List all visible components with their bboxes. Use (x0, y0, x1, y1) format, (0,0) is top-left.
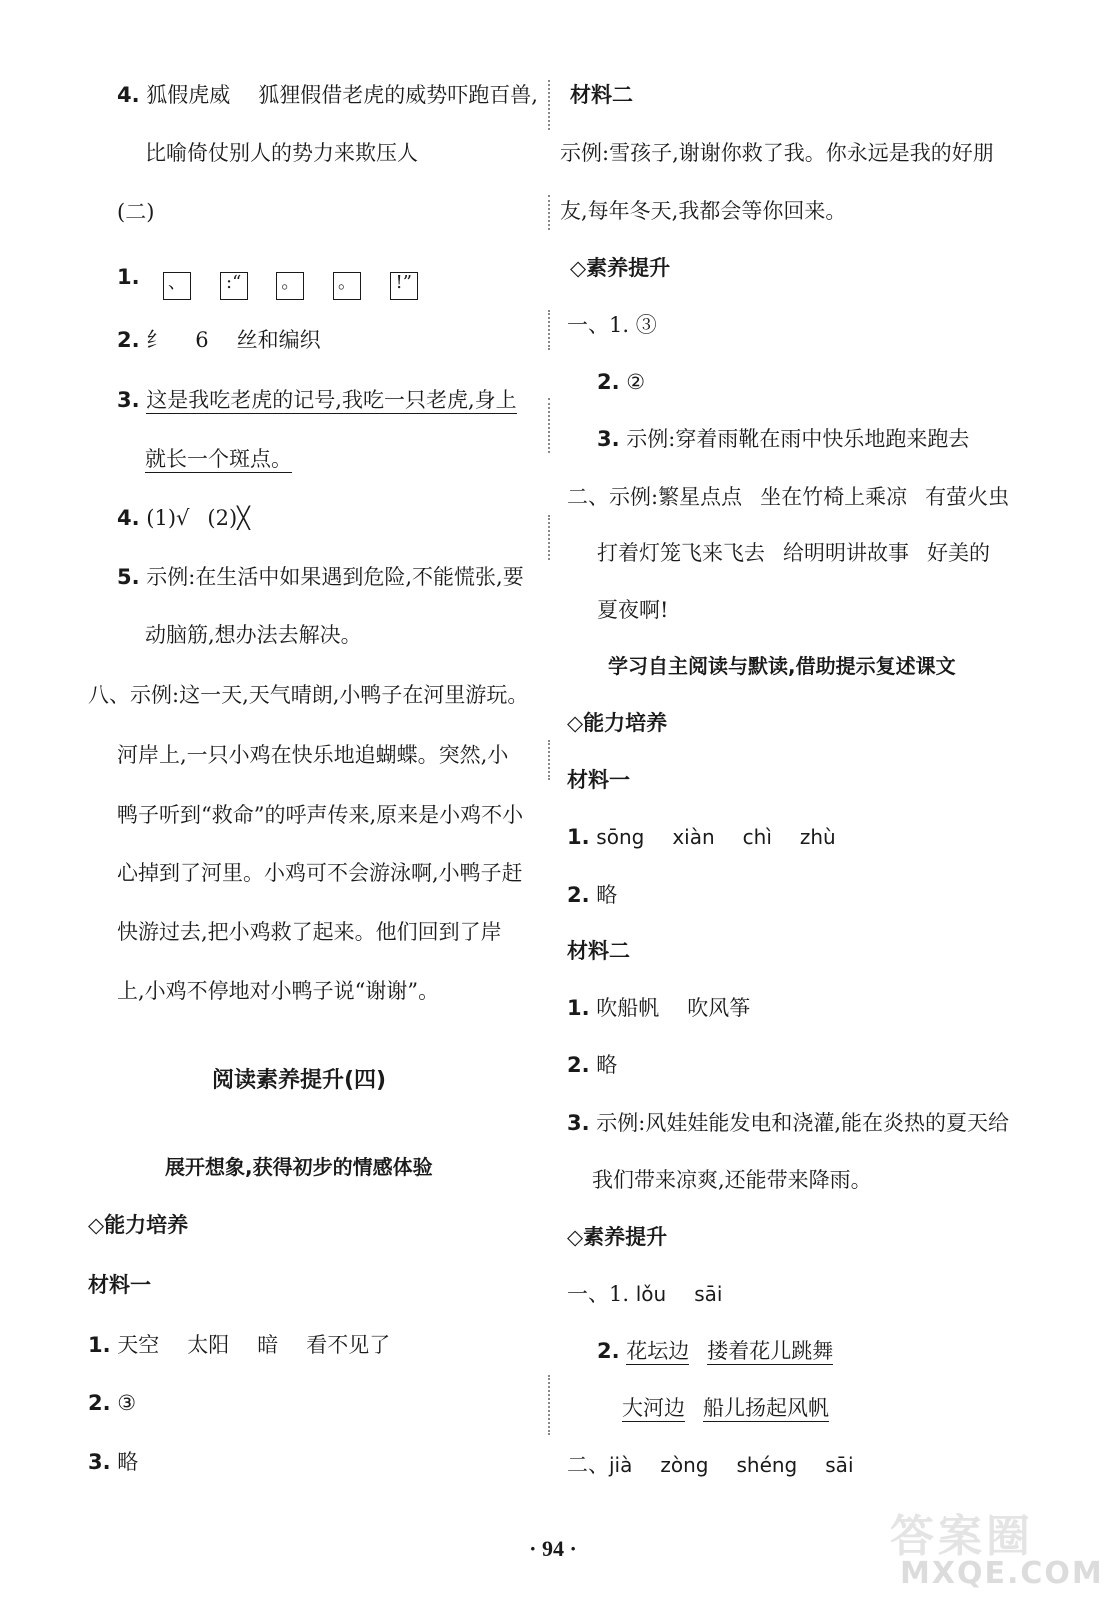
answer-line: 3. 示例:风娃娃能发电和浇灌,能在炎热的夏天给 (567, 1111, 1010, 1135)
answer-line: 2. 略 (567, 883, 618, 907)
answer-line: 就长一个斑点。 (145, 447, 292, 471)
answer-line: 4. 狐假虎威 狐狸假借老虎的威势吓跑百兽, (117, 83, 538, 107)
column-divider (548, 195, 550, 230)
answer-line: 3. 这是我吃老虎的记号,我吃一只老虎,身上 (117, 388, 517, 412)
answer-line: 河岸上,一只小鸡在快乐地追蝴蝶。突然,小 (117, 743, 509, 767)
answer-line: 一、1. lǒu sāi (567, 1282, 723, 1306)
watermark-logo (880, 1500, 1104, 1600)
watermark-text: 答案圈 (890, 1511, 1034, 1562)
answer-line: 夏夜啊! (597, 598, 669, 622)
punctuation-box: 。 (276, 272, 304, 300)
answer-line: 打着灯笼飞来飞去 给明明讲故事 好美的 (597, 541, 990, 565)
answer-line: 1. 吹船帆 吹风筝 (567, 996, 751, 1020)
answer-line: 1. 天空 太阳 暗 看不见了 (88, 1333, 391, 1357)
punctuation-box: 。 (333, 272, 361, 300)
material-heading: 材料二 (570, 83, 633, 107)
answer-line: 大河边 船儿扬起风帆 (622, 1396, 829, 1420)
column-divider (548, 398, 550, 453)
category-heading: ◇能力培养 (567, 711, 668, 735)
watermark-url: MXQE.COM (900, 1556, 1104, 1591)
section-subtitle: 学习自主阅读与默读,借助提示复述课文 (608, 654, 956, 678)
answer-line: 鸭子听到“救命”的呼声传来,原来是小鸡不小 (117, 803, 524, 827)
column-divider (548, 740, 550, 780)
column-divider (548, 310, 550, 350)
punctuation-box: !” (390, 272, 418, 300)
answer-line: 动脑筋,想办法去解决。 (145, 623, 362, 647)
answer-line: 2. 花坛边 搂着花儿跳舞 (597, 1339, 834, 1363)
answer-line: 比喻倚仗别人的势力来欺压人 (145, 141, 418, 165)
answer-line: 二、jià zòng shéng sāi (567, 1453, 854, 1477)
answer-line: 上,小鸡不停地对小鸭子说“谢谢”。 (117, 979, 440, 1003)
answer-line: 4. (1)√ (2)╳ (117, 506, 250, 530)
answer-line: 八、示例:这一天,天气晴朗,小鸭子在河里游玩。 (88, 683, 529, 707)
answer-line: 快游过去,把小鸡救了起来。他们回到了岸 (117, 920, 502, 944)
category-heading: ◇素养提升 (567, 1225, 668, 1249)
material-heading: 材料二 (567, 939, 630, 963)
answer-line: 2. 略 (567, 1053, 618, 1077)
category-heading: ◇素养提升 (570, 256, 671, 280)
material-heading: 材料一 (567, 768, 630, 792)
answer-line: 5. 示例:在生活中如果遇到危险,不能慌张,要 (117, 565, 524, 589)
column-divider (548, 80, 550, 130)
answer-line: 友,每年冬天,我都会等你回来。 (560, 199, 847, 223)
answer-line: 心掉到了河里。小鸡可不会游泳啊,小鸭子赶 (117, 861, 523, 885)
section-label: (二) (117, 200, 155, 224)
answer-line: 一、1. ③ (567, 313, 657, 337)
page-number: · 94 · (529, 1536, 577, 1561)
punctuation-box: 、 (163, 272, 191, 300)
category-heading: ◇能力培养 (88, 1213, 189, 1237)
answer-line: 1. sōng xiàn chì zhù (567, 825, 836, 849)
answer-line: 3. 示例:穿着雨靴在雨中快乐地跑来跑去 (597, 427, 970, 451)
section-subtitle: 展开想象,获得初步的情感体验 (165, 1155, 433, 1179)
answer-line: 2. 纟 6 丝和编织 (117, 328, 321, 352)
answer-line: 3. 略 (88, 1450, 139, 1474)
section-title: 阅读素养提升(四) (212, 1068, 387, 1093)
answer-line: 我们带来凉爽,还能带来降雨。 (592, 1168, 872, 1192)
material-heading: 材料一 (88, 1273, 151, 1297)
column-divider (548, 515, 550, 560)
column-divider (548, 1375, 550, 1435)
answer-line: 二、示例:繁星点点 坐在竹椅上乘凉 有萤火虫 (567, 485, 1010, 509)
punctuation-box: :“ (220, 272, 248, 300)
answer-line: 2. ③ (88, 1391, 137, 1415)
answer-line: 2. ② (597, 370, 646, 394)
punctuation-answer: 1. 、 :“ 。 。 !” (117, 262, 440, 292)
answer-line: 示例:雪孩子,谢谢你救了我。你永远是我的好朋 (560, 141, 994, 165)
